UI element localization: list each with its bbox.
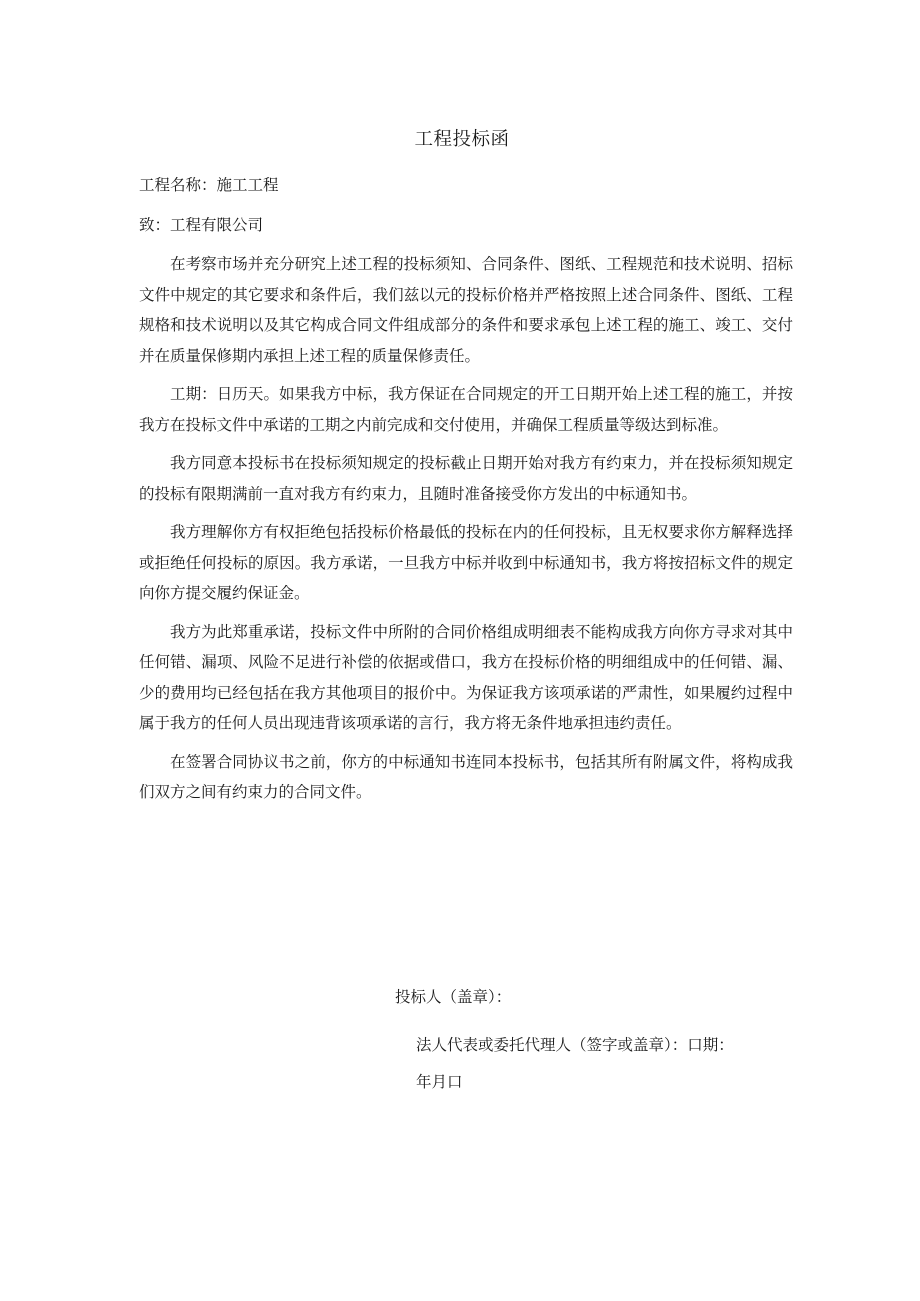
signature-bidder: 投标人（盖章）： <box>395 988 512 1006</box>
project-name-line: 工程名称：施工工程 <box>139 176 279 194</box>
paragraph-schedule: 工期：日历天。如果我方中标，我方保证在合同规定的开工日期开始上述工程的施工，并按我方在投标文件中承诺的工期之内前完成和交付使用，并确保工程质量等级达到标准。 <box>139 385 793 434</box>
paragraph-bid-offer: 在考察市场并充分研究上述工程的投标须知、合同条件、图纸、工程规范和技术说明、招标文件中规定的其它要求和条件后，我们兹以元的投标价格并严格按照上述合同条件、图纸、工程规格和技术说明以及其它构成合同文件组成部分的条件和要求承包上述工程的施工、竣工、交付并在质量保修期内承担上述工程的质量保修责任。 <box>139 255 793 365</box>
signature-representative: 法人代表或委托代理人（签字或盖章）：口期： <box>416 1036 734 1054</box>
paragraph-commitment: 我方为此郑重承诺，投标文件中所附的合同价格组成明细表不能构成我方向你方寻求对其中任何错、漏项、风险不足进行补偿的依据或借口，我方在投标价格的明细组成中的任何错、漏、少的费用均已经包括在我方其他项目的报价中。为保证我方该项承诺的严肃性，如果履约过程中属于我方的任何人员出现违背该项承诺的言行，我方将无条件地承担违约责任。 <box>139 622 793 732</box>
addressee-line: 致：工程有限公司 <box>139 215 264 234</box>
paragraph-rejection-rights: 我方理解你方有权拒绝包括投标价格最低的投标在内的任何投标，且无权要求你方解释选择或拒绝任何投标的原因。我方承诺，一旦我方中标并收到中标通知书，我方将按招标文件的规定向你方提交履约保证金。 <box>139 523 793 602</box>
paragraph-validity: 我方同意本投标书在投标须知规定的投标截止日期开始对我方有约束力，并在投标须知规定的投标有限期满前一直对我方有约束力，且随时准备接受你方发出的中标通知书。 <box>139 454 793 503</box>
signature-date: 年月口 <box>416 1073 463 1091</box>
document-title: 工程投标函 <box>414 129 510 150</box>
paragraph-contract-formation: 在签署合同协议书之前，你方的中标通知书连同本投标书，包括其所有附属文件，将构成我们双方之间有约束力的合同文件。 <box>139 752 793 801</box>
document-body <box>139 170 793 816</box>
